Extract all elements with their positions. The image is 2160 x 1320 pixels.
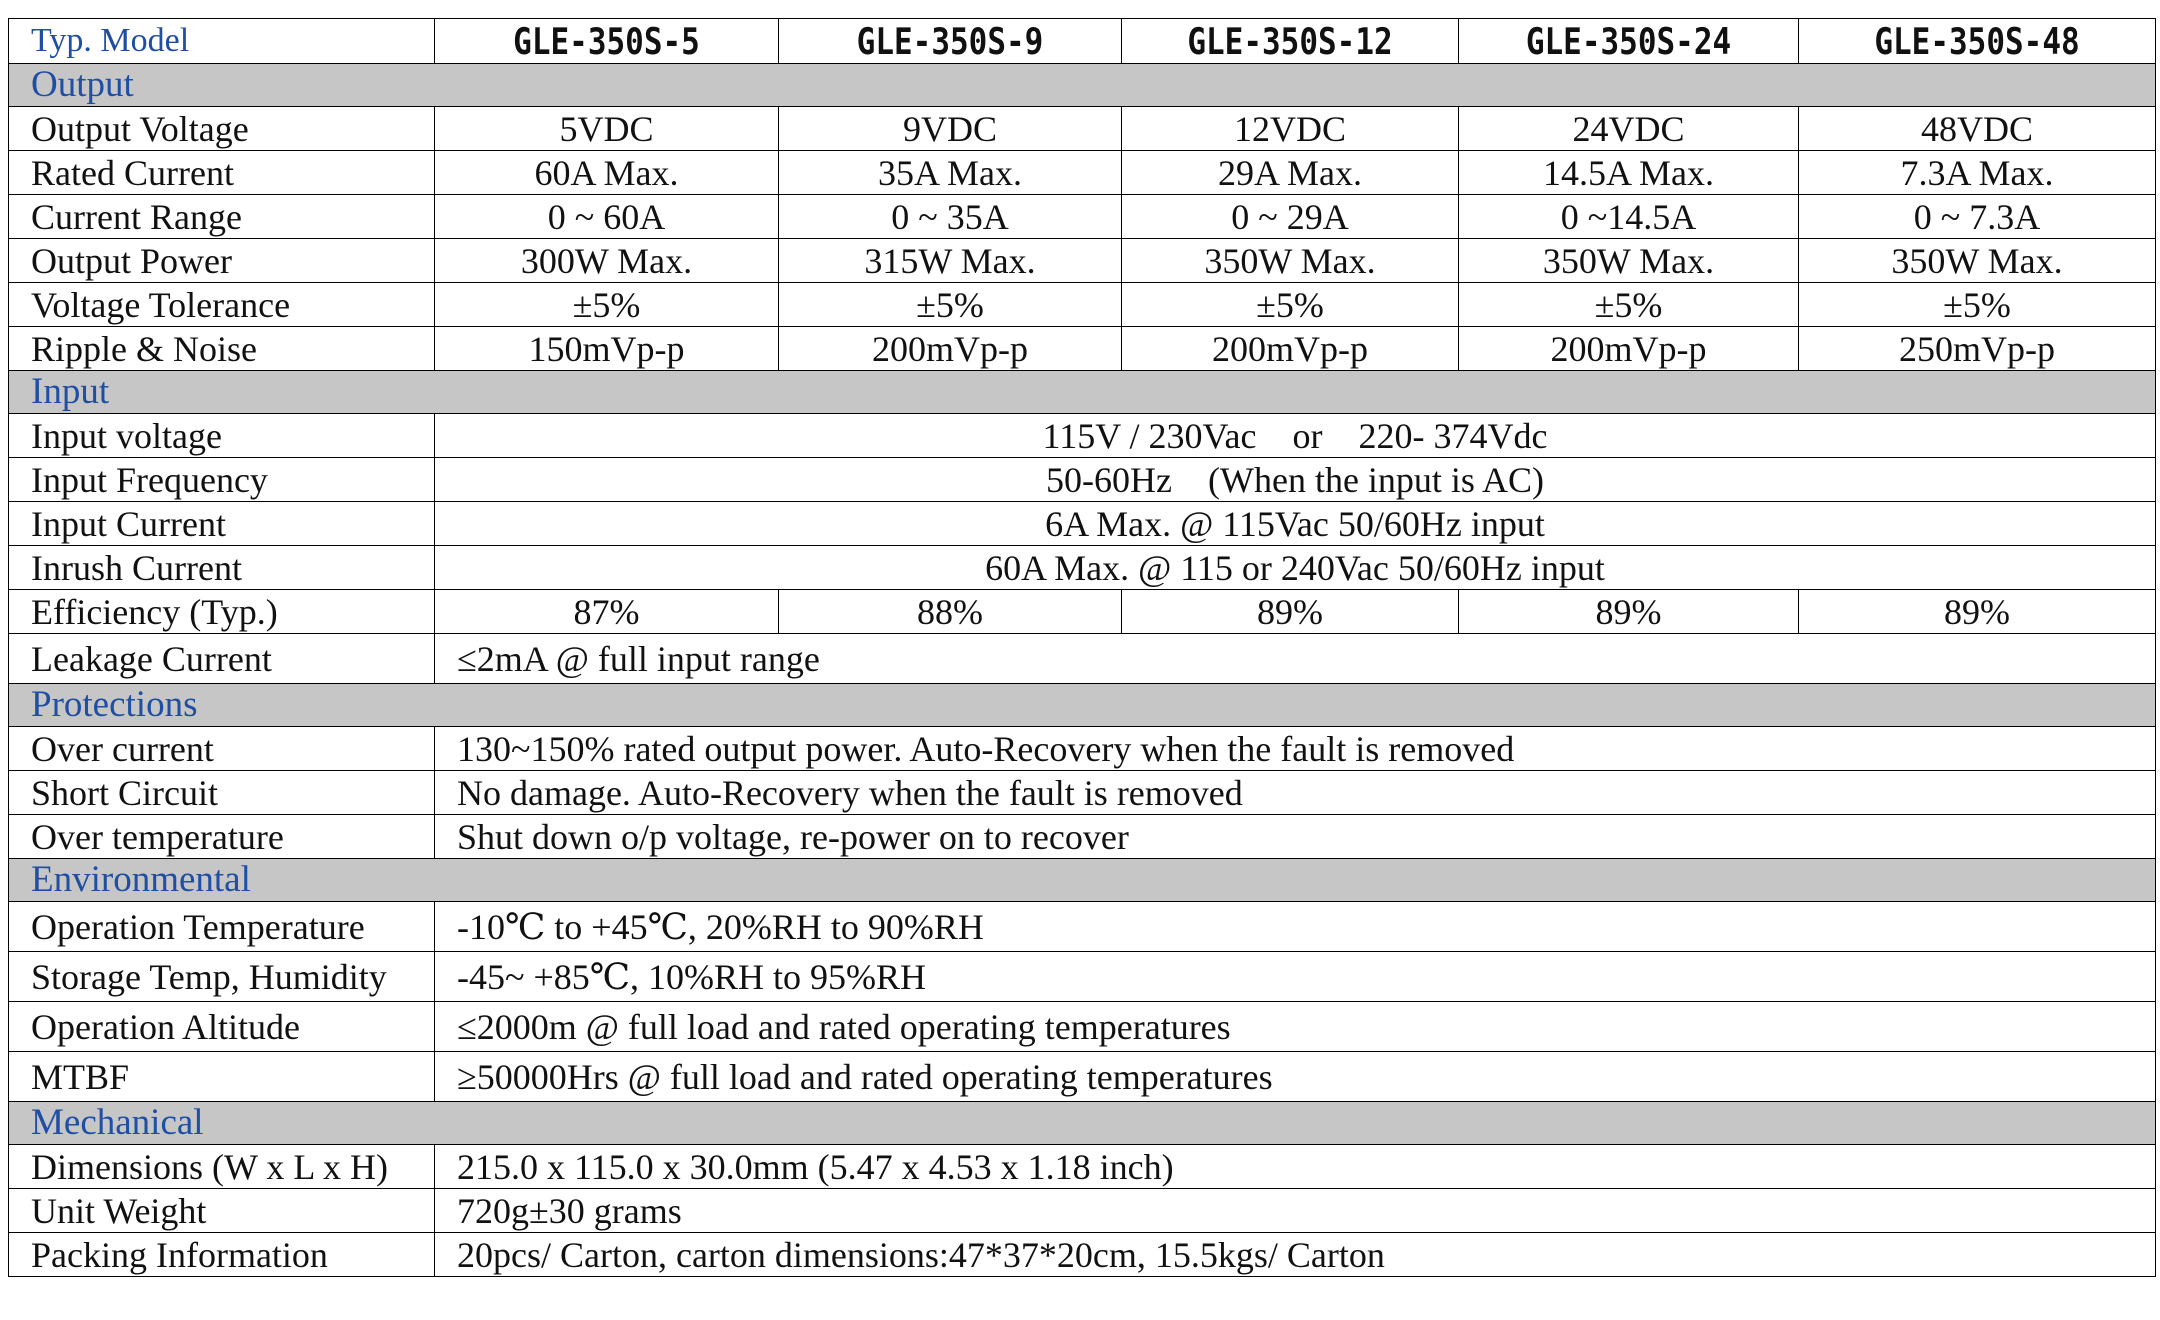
- cell-value: 29A Max.: [1122, 151, 1459, 195]
- cell-value: 89%: [1459, 590, 1799, 634]
- cell-value: 350W Max.: [1799, 239, 2156, 283]
- cell-value: 20pcs/ Carton, carton dimensions:47*37*20cm, 15.5kgs/ Carton: [435, 1233, 2156, 1277]
- cell-value: 315W Max.: [779, 239, 1122, 283]
- cell-value: 130~150% rated output power. Auto-Recovery when the fault is removed: [435, 727, 2156, 771]
- cell-value: 60A Max. @ 115 or 240Vac 50/60Hz input: [435, 546, 2156, 590]
- spec-row-ripple-noise: [9, 327, 2156, 371]
- spec-row-rated-current: [9, 151, 2156, 195]
- row-label: Input voltage: [9, 414, 435, 458]
- section-title: Output: [9, 64, 2156, 107]
- cell-value: 0 ~ 7.3A: [1799, 195, 2156, 239]
- row-label: Storage Temp, Humidity: [9, 952, 435, 1002]
- cell-value: 215.0 x 115.0 x 30.0mm (5.47 x 4.53 x 1.18 inch): [435, 1145, 2156, 1189]
- cell-value: 88%: [779, 590, 1122, 634]
- cell-value: ±5%: [1799, 283, 2156, 327]
- cell-value: ±5%: [1122, 283, 1459, 327]
- row-label: Input Current: [9, 502, 435, 546]
- section-header-input: [9, 371, 2156, 414]
- cell-value: 0 ~ 60A: [435, 195, 779, 239]
- cell-value: 115V / 230Vac or 220- 374Vdc: [435, 414, 2156, 458]
- row-label: Operation Altitude: [9, 1002, 435, 1052]
- cell-value: ±5%: [435, 283, 779, 327]
- cell-value: 720g±30 grams: [435, 1189, 2156, 1233]
- spec-row-efficiency: [9, 590, 2156, 634]
- cell-value: 200mVp-p: [779, 327, 1122, 371]
- spec-row-input-frequency: [9, 458, 2156, 502]
- cell-value: No damage. Auto-Recovery when the fault is removed: [435, 771, 2156, 815]
- cell-value: ≤2000m @ full load and rated operating temperatures: [435, 1002, 2156, 1052]
- spec-row-input-current: [9, 502, 2156, 546]
- row-label: Operation Temperature: [9, 902, 435, 952]
- spec-row-input-voltage: [9, 414, 2156, 458]
- cell-value: ±5%: [1459, 283, 1799, 327]
- row-label: Inrush Current: [9, 546, 435, 590]
- cell-value: 200mVp-p: [1459, 327, 1799, 371]
- cell-value: 0 ~ 35A: [779, 195, 1122, 239]
- spec-row-over-temperature: [9, 815, 2156, 859]
- row-label: Output Voltage: [9, 107, 435, 151]
- section-header-mechanical: [9, 1102, 2156, 1145]
- cell-value: 7.3A Max.: [1799, 151, 2156, 195]
- spec-row-over-current: [9, 727, 2156, 771]
- spec-row-inrush-current: [9, 546, 2156, 590]
- cell-value: 89%: [1122, 590, 1459, 634]
- model-gle-350s-12: GLE-350S-12: [1122, 14, 1459, 67]
- spec-row-leakage-current: [9, 634, 2156, 684]
- row-label: Voltage Tolerance: [9, 283, 435, 327]
- cell-value: 5VDC: [435, 107, 779, 151]
- cell-value: ≥50000Hrs @ full load and rated operating temperatures: [435, 1052, 2156, 1102]
- section-title: Environmental: [9, 859, 2156, 902]
- section-title: Input: [9, 371, 2156, 414]
- cell-value: ±5%: [779, 283, 1122, 327]
- spec-row-short-circuit: [9, 771, 2156, 815]
- row-label: Over temperature: [9, 815, 435, 859]
- row-label: Ripple & Noise: [9, 327, 435, 371]
- cell-value: -10℃ to +45℃, 20%RH to 90%RH: [435, 902, 2156, 952]
- cell-value: Shut down o/p voltage, re-power on to recover: [435, 815, 2156, 859]
- row-label: Unit Weight: [9, 1189, 435, 1233]
- cell-value: 24VDC: [1459, 107, 1799, 151]
- model-gle-350s-9: GLE-350S-9: [779, 14, 1122, 67]
- model-gle-350s-5: GLE-350S-5: [435, 14, 779, 67]
- cell-value: 48VDC: [1799, 107, 2156, 151]
- cell-value: 250mVp-p: [1799, 327, 2156, 371]
- section-header-environmental: [9, 859, 2156, 902]
- row-label: Short Circuit: [9, 771, 435, 815]
- cell-value: 150mVp-p: [435, 327, 779, 371]
- row-label: Output Power: [9, 239, 435, 283]
- cell-value: 14.5A Max.: [1459, 151, 1799, 195]
- cell-value: 350W Max.: [1459, 239, 1799, 283]
- cell-value: -45~ +85℃, 10%RH to 95%RH: [435, 952, 2156, 1002]
- section-header-protections: [9, 684, 2156, 727]
- model-gle-350s-24: GLE-350S-24: [1459, 14, 1799, 67]
- cell-value: 87%: [435, 590, 779, 634]
- row-label: MTBF: [9, 1052, 435, 1102]
- row-label: Input Frequency: [9, 458, 435, 502]
- cell-value: 0 ~14.5A: [1459, 195, 1799, 239]
- cell-value: 350W Max.: [1122, 239, 1459, 283]
- section-title: Mechanical: [9, 1102, 2156, 1145]
- row-label: Over current: [9, 727, 435, 771]
- row-label: Dimensions (W x L x H): [9, 1145, 435, 1189]
- cell-value: ≤2mA @ full input range: [435, 634, 2156, 684]
- row-label: Rated Current: [9, 151, 435, 195]
- row-label: Packing Information: [9, 1233, 435, 1277]
- cell-value: 89%: [1799, 590, 2156, 634]
- header-label: Typ. Model: [9, 19, 435, 64]
- spec-row-output-voltage: [9, 107, 2156, 151]
- model-gle-350s-48: GLE-350S-48: [1799, 14, 2156, 67]
- cell-value: 50-60Hz (When the input is AC): [435, 458, 2156, 502]
- section-title: Protections: [9, 684, 2156, 727]
- spec-row-voltage-tolerance: [9, 283, 2156, 327]
- cell-value: 300W Max.: [435, 239, 779, 283]
- spec-row-operation-temperature: [9, 902, 2156, 952]
- cell-value: 35A Max.: [779, 151, 1122, 195]
- section-header-output: [9, 64, 2156, 107]
- cell-value: 200mVp-p: [1122, 327, 1459, 371]
- spec-row-storage-temp-humidity: [9, 952, 2156, 1002]
- spec-table: [8, 18, 2156, 1277]
- cell-value: 6A Max. @ 115Vac 50/60Hz input: [435, 502, 2156, 546]
- cell-value: 0 ~ 29A: [1122, 195, 1459, 239]
- header-row: [9, 19, 2156, 64]
- spec-row-dimensions: [9, 1145, 2156, 1189]
- spec-row-operation-altitude: [9, 1002, 2156, 1052]
- spec-row-packing-information: [9, 1233, 2156, 1277]
- row-label: Current Range: [9, 195, 435, 239]
- spec-row-mtbf: [9, 1052, 2156, 1102]
- cell-value: 9VDC: [779, 107, 1122, 151]
- row-label: Efficiency (Typ.): [9, 590, 435, 634]
- cell-value: 60A Max.: [435, 151, 779, 195]
- cell-value: 12VDC: [1122, 107, 1459, 151]
- spec-row-output-power: [9, 239, 2156, 283]
- spec-row-current-range: [9, 195, 2156, 239]
- row-label: Leakage Current: [9, 634, 435, 684]
- spec-row-unit-weight: [9, 1189, 2156, 1233]
